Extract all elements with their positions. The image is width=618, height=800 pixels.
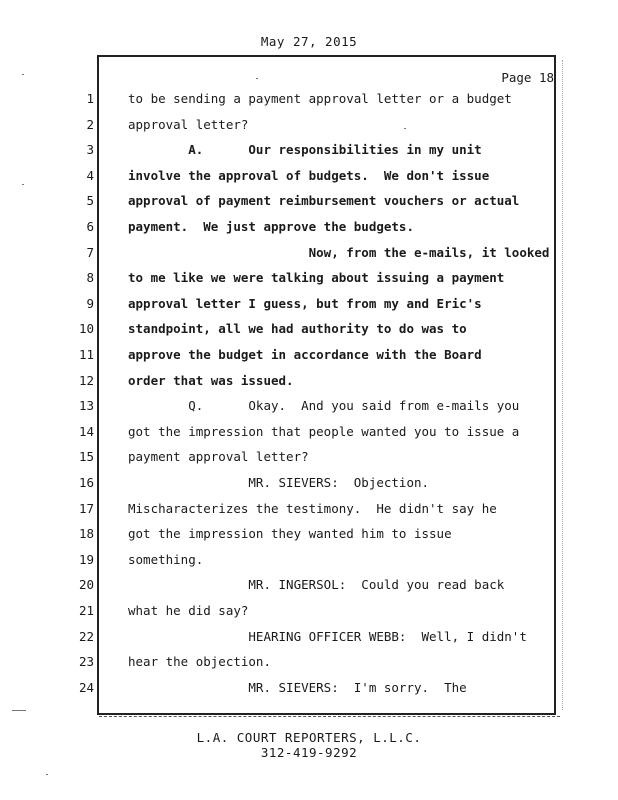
line-number: 1: [86, 91, 94, 106]
line-number: 4: [86, 167, 94, 183]
line-text: what he did say?: [128, 603, 249, 618]
line-number: 8: [86, 270, 94, 286]
line-text: involve the approval of budgets. We don't issue: [128, 167, 490, 183]
line-text: payment approval letter?: [128, 449, 309, 465]
transcript-line: [0, 473, 618, 495]
transcript-line: [0, 243, 618, 265]
line-text: A. Our responsibilities in my unit: [128, 142, 482, 158]
transcript-line: [0, 627, 618, 649]
line-text: standpoint, all we had authority to do was to: [128, 321, 467, 337]
scan-speck: [256, 78, 258, 79]
line-number: 7: [86, 244, 94, 260]
line-text: got the impression that people wanted you to issue a: [128, 423, 520, 439]
line-text: HEARING OFFICER WEBB: Well, I didn't: [128, 628, 527, 644]
transcript-line: [0, 524, 618, 546]
transcript-line: [0, 140, 618, 162]
line-number: 14: [78, 423, 94, 439]
line-number: 9: [86, 295, 94, 311]
line-text: approval letter I guess, but from my and Eric's: [128, 295, 482, 311]
line-text: to me like we were talking about issuing a payment: [128, 270, 505, 286]
transcript-line: [0, 678, 618, 700]
page-number: Page 18: [501, 70, 554, 85]
court-reporter-footer: [0, 730, 618, 760]
scan-speck: [22, 74, 24, 75]
scan-speck: [46, 774, 48, 775]
line-text: approval of payment reimbursement vouchers or actual: [128, 193, 520, 209]
transcript-line: [0, 447, 618, 469]
reporter-phone: 312-419-9292: [260, 745, 358, 760]
line-number: 16: [78, 475, 94, 490]
line-number: 23: [78, 654, 94, 670]
line-number: 15: [78, 449, 94, 465]
line-text: MR. INGERSOL: Could you read back: [128, 577, 505, 593]
line-text: Now, from the e-mails, it looked: [128, 244, 550, 260]
line-number: 5: [86, 193, 94, 209]
frame-shadow-divider: [99, 716, 560, 719]
reporter-company: L.A. COURT REPORTERS, L.L.C.: [196, 730, 422, 745]
transcript-line: [0, 89, 618, 111]
line-number: 22: [78, 628, 94, 644]
line-number: 24: [78, 679, 94, 695]
transcript-line: [0, 166, 618, 188]
transcript-line: [0, 371, 618, 393]
transcript-line: [0, 422, 618, 444]
line-number: 6: [86, 219, 94, 234]
line-number: 17: [78, 500, 94, 516]
transcript-line: [0, 499, 618, 521]
line-text: payment. We just approve the budgets.: [128, 219, 414, 234]
transcript-line: [0, 115, 618, 137]
scan-speck: [404, 128, 406, 129]
line-text: got the impression they wanted him to issue: [128, 526, 452, 542]
line-text: Mischaracterizes the testimony. He didn't say he: [128, 500, 497, 516]
transcript-line: [0, 191, 618, 213]
line-number: 19: [78, 551, 94, 567]
line-number: 11: [78, 347, 94, 362]
transcript-line: [0, 396, 618, 418]
line-text: something.: [128, 551, 204, 567]
line-number: 2: [86, 116, 94, 132]
line-text: to be sending a payment approval letter or a budget: [128, 91, 512, 106]
line-text: approval letter?: [128, 116, 249, 132]
transcript-date: May 27, 2015: [260, 34, 358, 49]
line-number: 18: [78, 526, 94, 542]
line-number: 13: [78, 398, 94, 414]
transcript-line: [0, 268, 618, 290]
transcript-line: [0, 652, 618, 674]
scan-speck: [12, 710, 26, 711]
line-text: MR. SIEVERS: I'm sorry. The: [128, 679, 467, 695]
line-number: 20: [78, 577, 94, 593]
transcript-line: [0, 550, 618, 572]
line-text: order that was issued.: [128, 372, 294, 388]
line-text: Q. Okay. And you said from e-mails you: [128, 398, 520, 414]
transcript-line: [0, 319, 618, 341]
transcript-line: [0, 575, 618, 597]
line-text: hear the objection.: [128, 654, 271, 670]
line-number: 10: [78, 321, 94, 337]
transcript-line: [0, 345, 618, 367]
scan-speck: [22, 184, 24, 185]
line-number: 21: [78, 603, 94, 618]
line-text: approve the budget in accordance with the Board: [128, 347, 482, 362]
line-text: MR. SIEVERS: Objection.: [128, 475, 430, 490]
transcript-line: [0, 601, 618, 623]
line-number: 12: [78, 372, 94, 388]
line-number: 3: [86, 142, 94, 158]
transcript-line: [0, 217, 618, 239]
transcript-line: [0, 294, 618, 316]
